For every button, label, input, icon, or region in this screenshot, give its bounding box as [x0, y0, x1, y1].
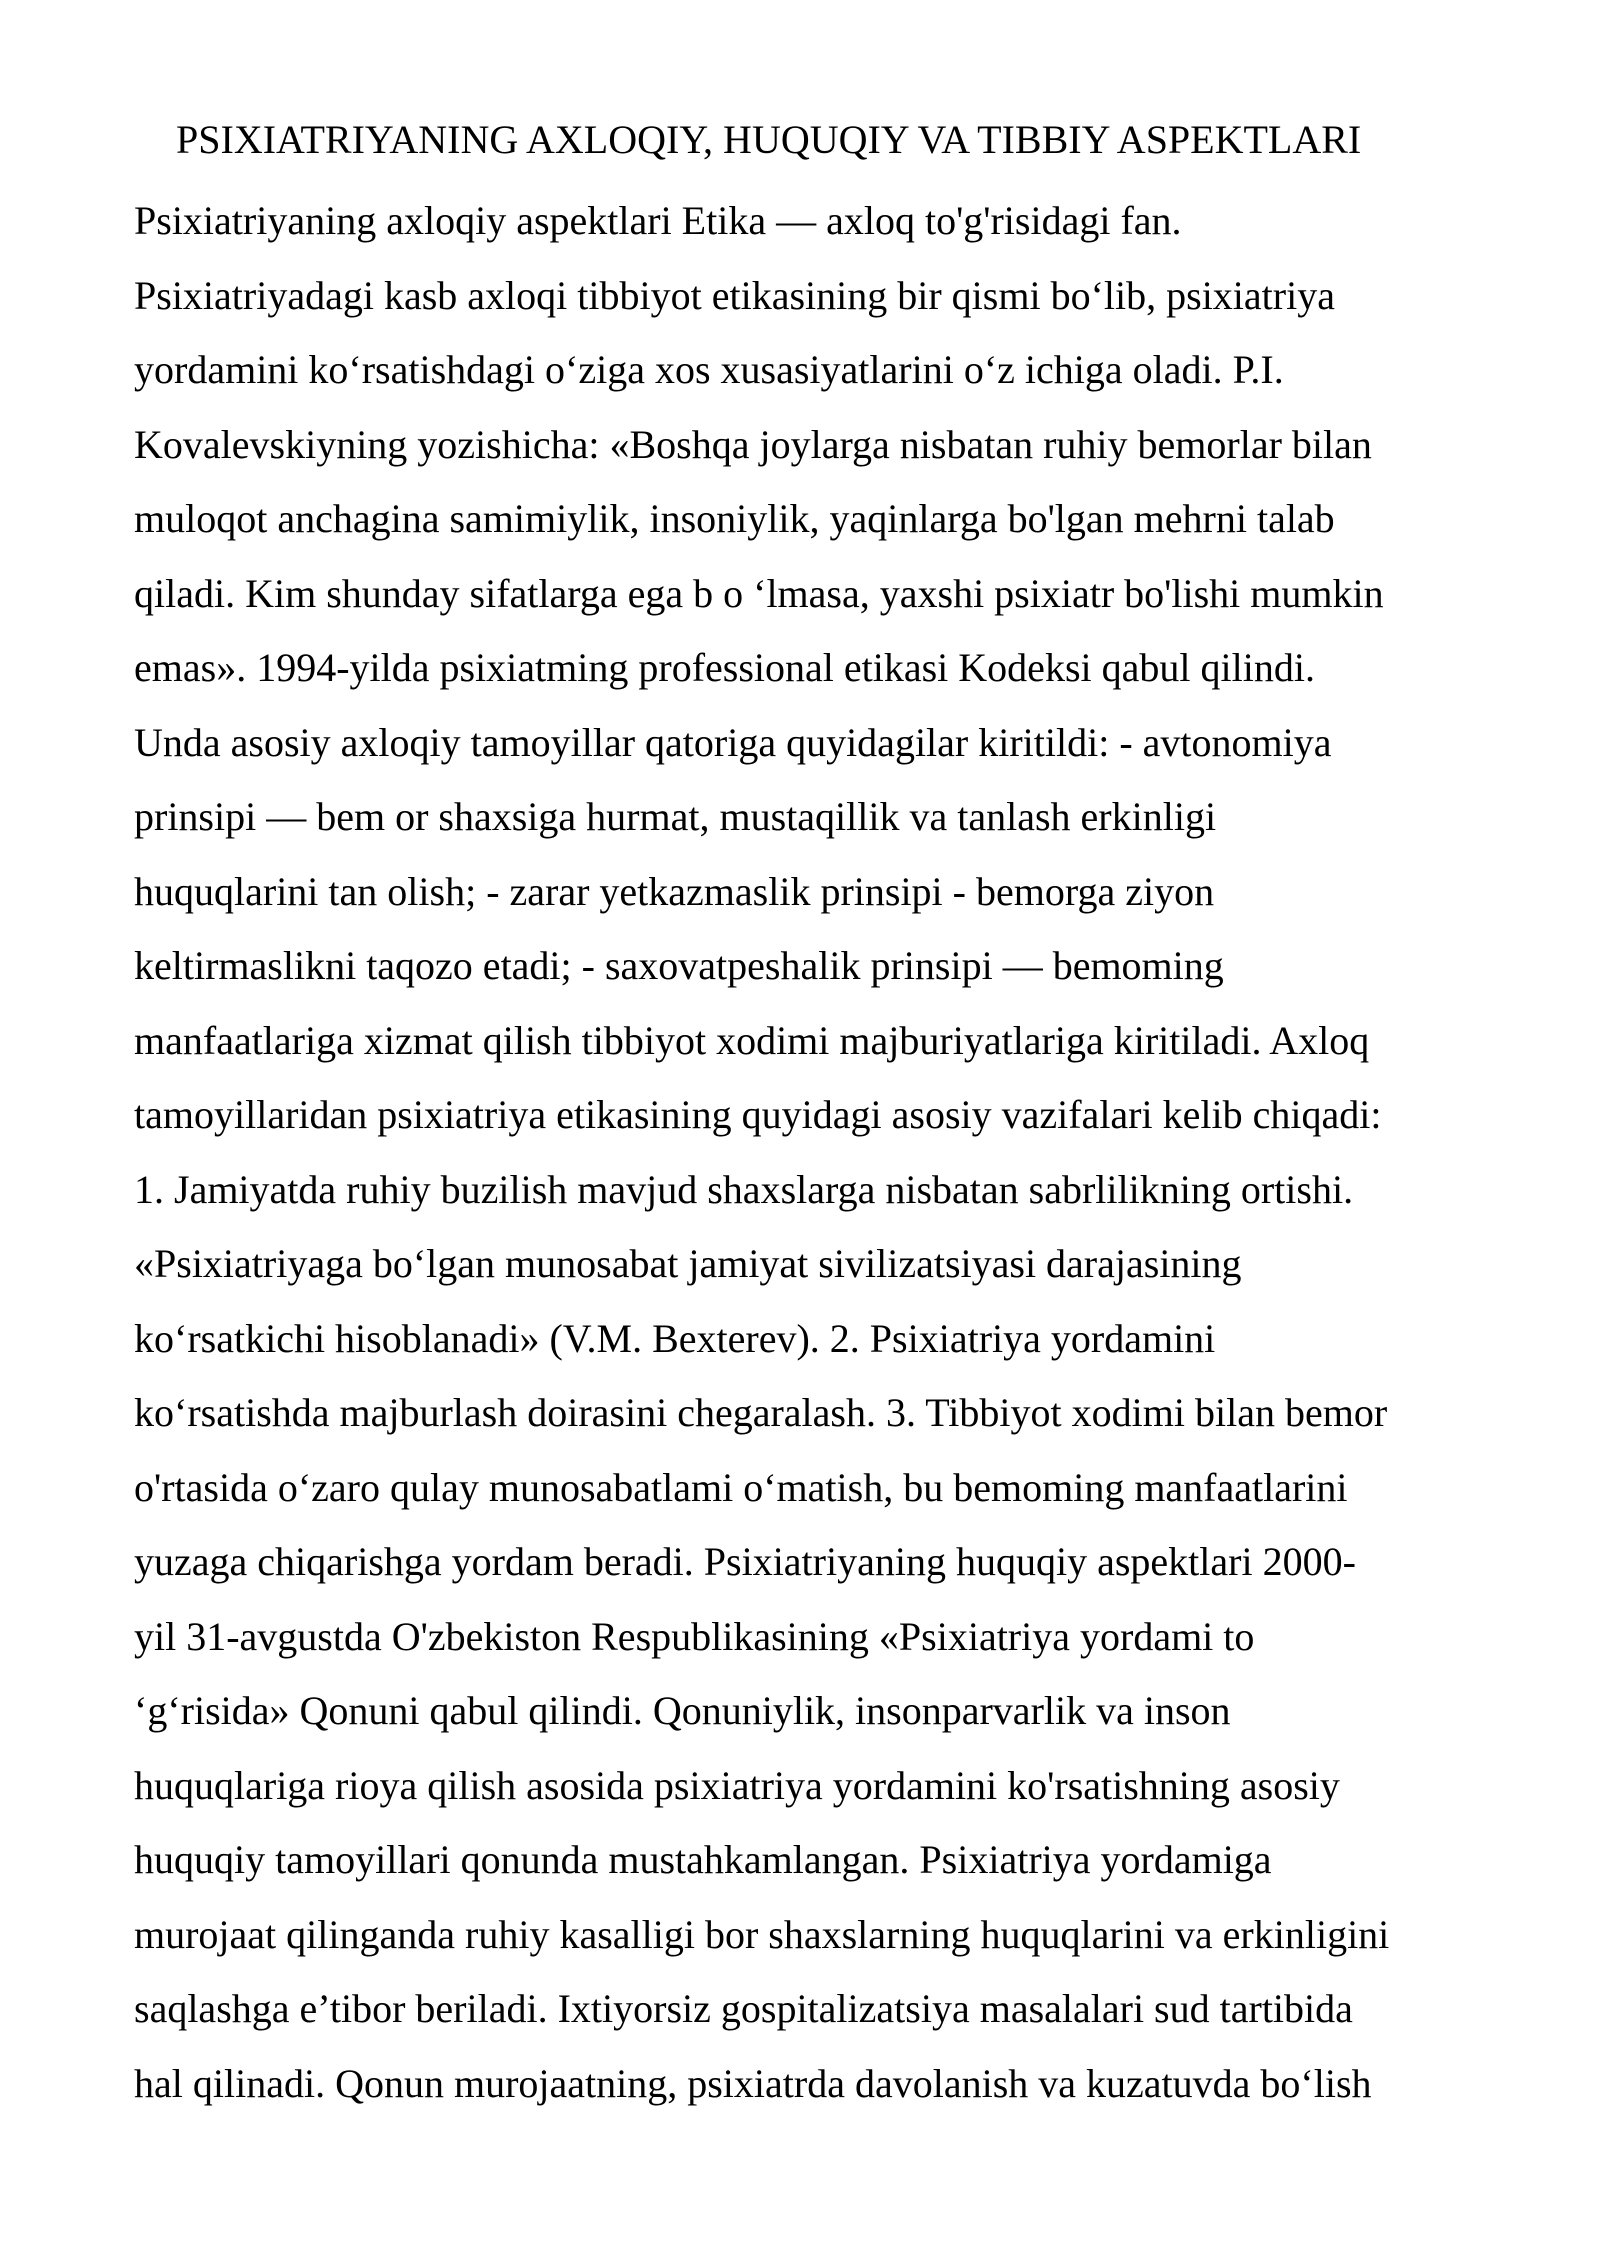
body-line: keltirmaslikni taqozo etadi; - saxovatpeshalik prinsipi — bemoming — [134, 943, 1224, 988]
body-line: 1. Jamiyatda ruhiy buzilish mavjud shaxslarga nisbatan sabrlilikning ortishi. — [134, 1166, 1354, 1212]
body-line: muloqot anchagina samimiylik, insoniylik, yaqinlarga bo'lgan mehrni talab — [134, 496, 1335, 541]
body-line: ko‘rsatkichi hisoblanadi» (V.M. Bexterev). 2. Psixiatriya yordamini — [134, 1315, 1216, 1361]
body-line: o'rtasida o‘zaro qulay munosabatlami o‘matish, bu bemoming manfaatlarini — [134, 1464, 1348, 1510]
body-line: yil 31-avgustda O'zbekiston Respublikasining «Psixiatriya yordami to — [134, 1613, 1255, 1659]
body-line: Psixiatriyaning axloqiy aspektlari Etika — axloq to'g'risidagi fan. — [134, 198, 1182, 243]
body-line: yordamini ko‘rsatishdagi o‘ziga xos xusasiyatlarini o‘z ichiga oladi. P.I. — [134, 347, 1284, 392]
body-line: huquqlariga rioya qilish asosida psixiatriya yordamini ko'rsatishning asosiy — [134, 1762, 1340, 1808]
body-line: emas». 1994-yilda psixiatming professional etikasi Kodeksi qabul qilindi. — [134, 645, 1315, 690]
body-line: qiladi. Kim shunday sifatlarga ega b o ‘lmasa, yaxshi psixiatr bo'lishi mumkin — [134, 570, 1384, 616]
body-line: ko‘rsatishda majburlash doirasini chegaralash. 3. Tibbiyot xodimi bilan bemor — [134, 1390, 1388, 1435]
body-line: prinsipi — bem or shaxsiga hurmat, mustaqillik va tanlash erkinligi — [134, 794, 1217, 839]
body-line: Kovalevskiyning yozishicha: «Boshqa joylarga nisbatan ruhiy bemorlar bilan — [134, 421, 1372, 467]
body-line: saqlashga e’tibor beriladi. Ixtiyorsiz gospitalizatsiya masalalari sud tartibida — [134, 1986, 1353, 2031]
body-line: yuzaga chiqarishga yordam beradi. Psixiatriyaning huquqiy aspektlari 2000- — [134, 1539, 1356, 1584]
body-line: Psixiatriyadagi kasb axloqi tibbiyot etikasining bir qismi bo‘lib, psixiatriya — [134, 272, 1335, 318]
body-line: murojaat qilinganda ruhiy kasalligi bor shaxslarning huquqlarini va erkinligini — [134, 1911, 1390, 1957]
body-line: huquqlarini tan olish; - zarar yetkazmaslik prinsipi - bemorga ziyon — [134, 868, 1215, 914]
body-line: hal qilinadi. Qonun murojaatning, psixiatrda davolanish va kuzatuvda bo‘lish — [134, 2060, 1372, 2106]
body-line: Unda asosiy axloqiy tamoyillar qatoriga quyidagilar kiritildi: - avtonomiya — [134, 719, 1332, 765]
body-line: manfaatlariga xizmat qilish tibbiyot xodimi majburiyatlariga kiritiladi. Axloq — [134, 1017, 1370, 1063]
body-line: ‘g‘risida» Qonuni qabul qilindi. Qonuniylik, insonparvarlik va inson — [134, 1688, 1231, 1733]
document-title: PSIXIATRIYANING AXLOQIY, HUQUQIY VA TIBBIY ASPEKTLARI — [176, 117, 1362, 162]
document-body — [134, 184, 1574, 2121]
body-line: «Psixiatriyaga bo‘lgan munosabat jamiyat sivilizatsiyasi darajasining — [134, 1241, 1242, 1286]
body-line: tamoyillaridan psixiatriya etikasining quyidagi asosiy vazifalari kelib chiqadi: — [134, 1092, 1382, 1137]
body-line: huquqiy tamoyillari qonunda mustahkamlangan. Psixiatriya yordamiga — [134, 1837, 1272, 1882]
